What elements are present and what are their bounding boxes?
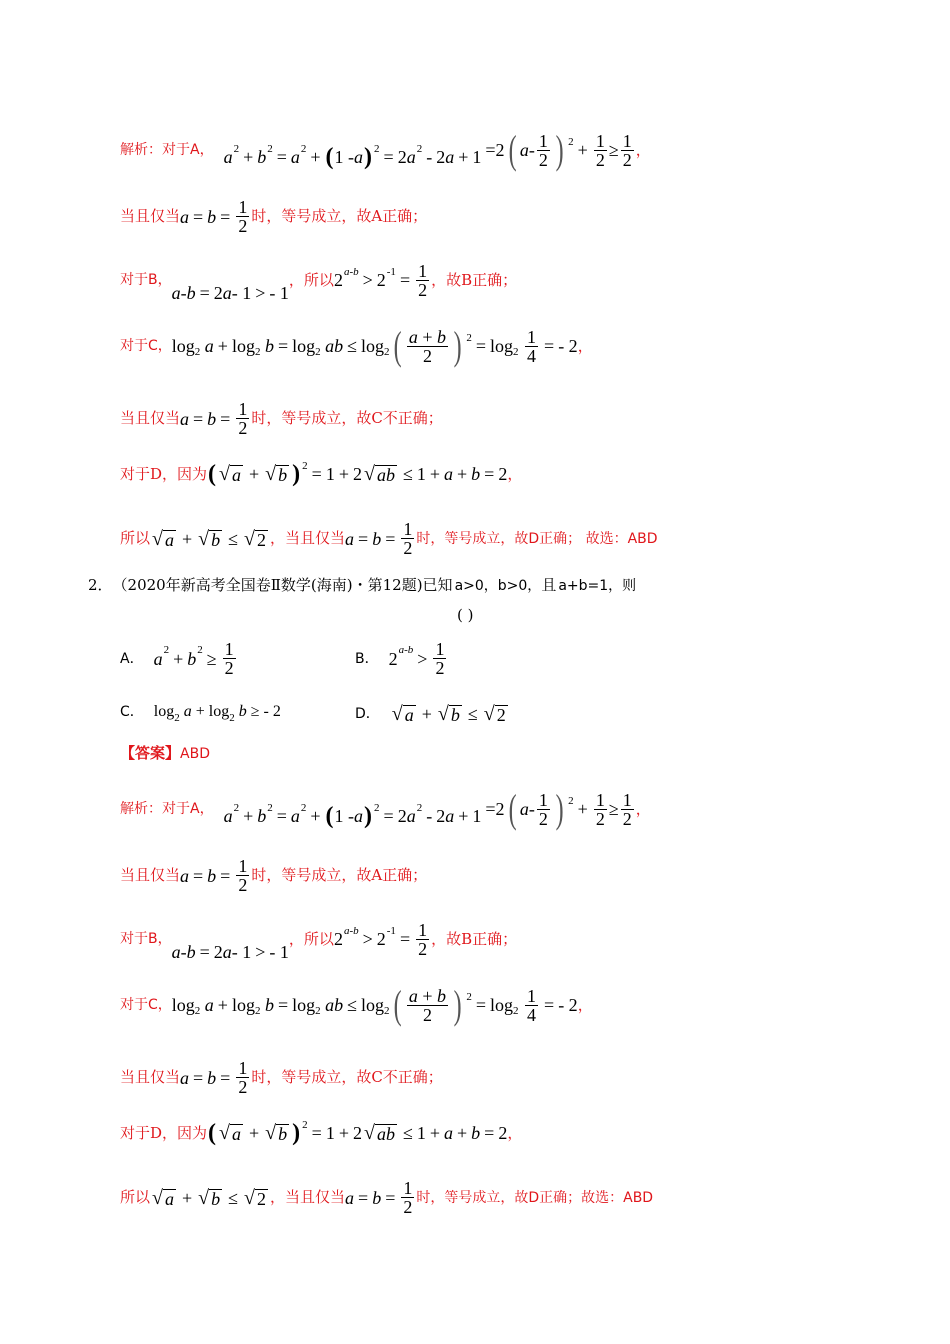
sol1-a-cond-post: 时，等号成立，故A正确； bbox=[251, 207, 428, 225]
sol2-b-post: ，故B正确； bbox=[431, 929, 518, 948]
q2-option-d-expr: √ a + √ b ≤ √ 2 bbox=[391, 703, 506, 725]
sol2-d-final-pre: 所以 bbox=[120, 1188, 151, 1206]
sol2-line-b bbox=[120, 917, 517, 961]
sol2-line-c bbox=[120, 982, 593, 1027]
sol1-d-final-post: 时，等号成立，故D正确； 故选：ABD bbox=[416, 530, 658, 547]
q2-source: （2020年新高考全国卷Ⅱ数学(海南)・第12题)已知 bbox=[112, 576, 453, 594]
q2-option-b-label: B． bbox=[355, 650, 379, 667]
sol2-d-end: ， bbox=[507, 1123, 523, 1142]
q2-answer-value: ABD bbox=[180, 745, 210, 762]
q2-option-c-expr: log 2 a + log 2 b ≥ - 2 bbox=[153, 703, 281, 724]
sol1-d-final-eq: √ a + √ b ≤ √ 2 bbox=[152, 527, 267, 550]
q2-option-d bbox=[355, 704, 510, 724]
sol2-d-pre: 对于D，因为 bbox=[120, 1123, 208, 1142]
sol1-c-cond-pre: 当且仅当 bbox=[120, 409, 181, 427]
q2-blank: ( ) bbox=[457, 606, 474, 624]
sol1-line-d bbox=[120, 459, 523, 487]
sol2-b-mid: ，所以 bbox=[288, 929, 334, 948]
sol1-b-post: ，故B正确； bbox=[431, 270, 518, 289]
sol1-line-d-final bbox=[120, 520, 658, 557]
sol1-intro: 解析：对于A， bbox=[120, 142, 214, 158]
q2-cond2: b>0， bbox=[497, 577, 542, 594]
sol2-b-ineq: 2 a-b > 2 -1 = $\frac{1}{2}$ bbox=[333, 919, 428, 959]
q2-option-c-label: C． bbox=[120, 704, 144, 720]
sol2-a-cond-eq: a = b = $\frac{1}{2}$ bbox=[180, 856, 248, 895]
q2-answer bbox=[120, 746, 210, 761]
q2-option-a bbox=[120, 640, 238, 677]
sol2-line-a bbox=[120, 786, 651, 831]
sol2-a-equation: a 2 + b 2 = a 2 + ( 1 - a ) 2 = 2 a 2 - 2 a + 1 bbox=[223, 801, 482, 829]
sol1-line-a bbox=[120, 127, 651, 172]
sol2-c-cond-post: 时，等号成立，故C不正确； bbox=[251, 1068, 443, 1086]
sol1-c-eq: log 2 a + log 2 b = log 2 ab ≤ log 2 ( $\frac{a + b}{2}$ ) 2 = log 2 $\frac{1}{4}$ = - 2 bbox=[171, 323, 578, 368]
sol2-line-a-cond bbox=[120, 857, 427, 894]
sol1-d-pre: 对于D，因为 bbox=[120, 464, 208, 483]
sol1-a-cond-eq: a = b = $\frac{1}{2}$ bbox=[180, 197, 248, 236]
sol1-b-mid: ，所以 bbox=[288, 270, 334, 289]
q2-option-a-label: A． bbox=[120, 650, 144, 667]
sol1-c-cond-post: 时，等号成立，故C不正确； bbox=[251, 409, 443, 427]
sol1-d-final-mid: ，当且仅当 bbox=[270, 529, 346, 547]
sol2-a-cond-pre: 当且仅当 bbox=[120, 866, 181, 884]
sol1-b-eq: a - b = 2 a - 1 > - 1 bbox=[171, 283, 289, 303]
sol1-line-c bbox=[120, 323, 593, 368]
sol1-d-eq: ( √ a + √ b ) 2 = 1 + 2 √ ab ≤ 1 + a + b = 2 bbox=[208, 459, 508, 487]
sol2-line-d-final bbox=[120, 1179, 653, 1216]
sol2-c-cond-eq: a = b = $\frac{1}{2}$ bbox=[180, 1058, 248, 1097]
sol2-intro: 解析：对于A， bbox=[120, 801, 214, 817]
q2-option-b bbox=[355, 640, 448, 677]
sol2-d-final-post: 时，等号成立，故D正确；故选：ABD bbox=[416, 1189, 654, 1206]
sol2-a-end: ， bbox=[635, 799, 651, 818]
sol1-line-a-cond bbox=[120, 198, 427, 235]
q2-option-a-expr: a 2 + b 2 ≥ $\frac{1}{2}$ bbox=[153, 639, 234, 678]
sol1-d-end: ， bbox=[507, 464, 523, 483]
sol1-c-end: ， bbox=[577, 336, 593, 355]
sol2-c-cond-pre: 当且仅当 bbox=[120, 1068, 181, 1086]
sol1-b-pre: 对于B， bbox=[120, 272, 172, 288]
q2-cond3: 且 bbox=[541, 576, 557, 594]
sol2-d-final-mid: ，当且仅当 bbox=[270, 1188, 346, 1206]
sol2-b-pre: 对于B， bbox=[120, 931, 172, 947]
sol1-c-cond-eq: a = b = $\frac{1}{2}$ bbox=[180, 399, 248, 438]
sol1-a-end: ， bbox=[635, 140, 651, 159]
q2-number: 2． bbox=[88, 576, 113, 594]
sol2-b-eq: a - b = 2 a - 1 > - 1 bbox=[171, 942, 289, 962]
sol1-d-final-pre: 所以 bbox=[120, 529, 151, 547]
sol1-a-equation-2: =2 ( a - $\frac{1}{2}$ ) 2 + $\frac{1}{2}$ ≥ $\frac{1}{2}$ bbox=[485, 127, 632, 172]
sol2-d-final-cond: a = b = $\frac{1}{2}$ bbox=[345, 1178, 413, 1217]
sol2-c-end: ， bbox=[577, 995, 593, 1014]
q2-answer-tag: 【答案】 bbox=[120, 744, 181, 762]
sol2-a-equation-2: =2 ( a - $\frac{1}{2}$ ) 2 + $\frac{1}{2}$ ≥ $\frac{1}{2}$ bbox=[485, 786, 632, 831]
sol2-line-c-cond bbox=[120, 1059, 443, 1096]
q2-cond1: a>0， bbox=[454, 577, 498, 594]
sol2-a-cond-post: 时，等号成立，故A正确； bbox=[251, 866, 428, 884]
sol2-c-pre: 对于C， bbox=[120, 997, 172, 1013]
q2-option-c bbox=[120, 703, 281, 724]
sol2-d-final-eq: √ a + √ b ≤ √ 2 bbox=[152, 1186, 267, 1209]
sol1-d-final-cond: a = b = $\frac{1}{2}$ bbox=[345, 519, 413, 558]
sol1-a-cond-pre: 当且仅当 bbox=[120, 207, 181, 225]
q2-option-b-expr: 2 a-b > $\frac{1}{2}$ bbox=[388, 639, 445, 678]
sol2-c-eq: log 2 a + log 2 b = log 2 ab ≤ log 2 ( $\frac{a + b}{2}$ ) 2 = log 2 $\frac{1}{4}$ = - 2 bbox=[171, 982, 578, 1027]
sol1-a-equation: a 2 + b 2 = a 2 + ( 1 - a ) 2 = 2 a 2 - 2 a + 1 bbox=[223, 142, 482, 170]
sol1-b-ineq: 2 a-b > 2 -1 = $\frac{1}{2}$ bbox=[333, 260, 428, 300]
sol2-line-d bbox=[120, 1118, 523, 1146]
q2-option-d-label: D． bbox=[355, 706, 380, 722]
sol1-line-b bbox=[120, 258, 517, 302]
sol1-line-c-cond bbox=[120, 400, 443, 437]
sol2-d-eq: ( √ a + √ b ) 2 = 1 + 2 √ ab ≤ 1 + a + b = 2 bbox=[208, 1118, 508, 1146]
q2-cond4: a+b=1，则 bbox=[558, 577, 637, 594]
sol1-c-pre: 对于C， bbox=[120, 338, 172, 354]
q2-stem bbox=[88, 578, 636, 593]
